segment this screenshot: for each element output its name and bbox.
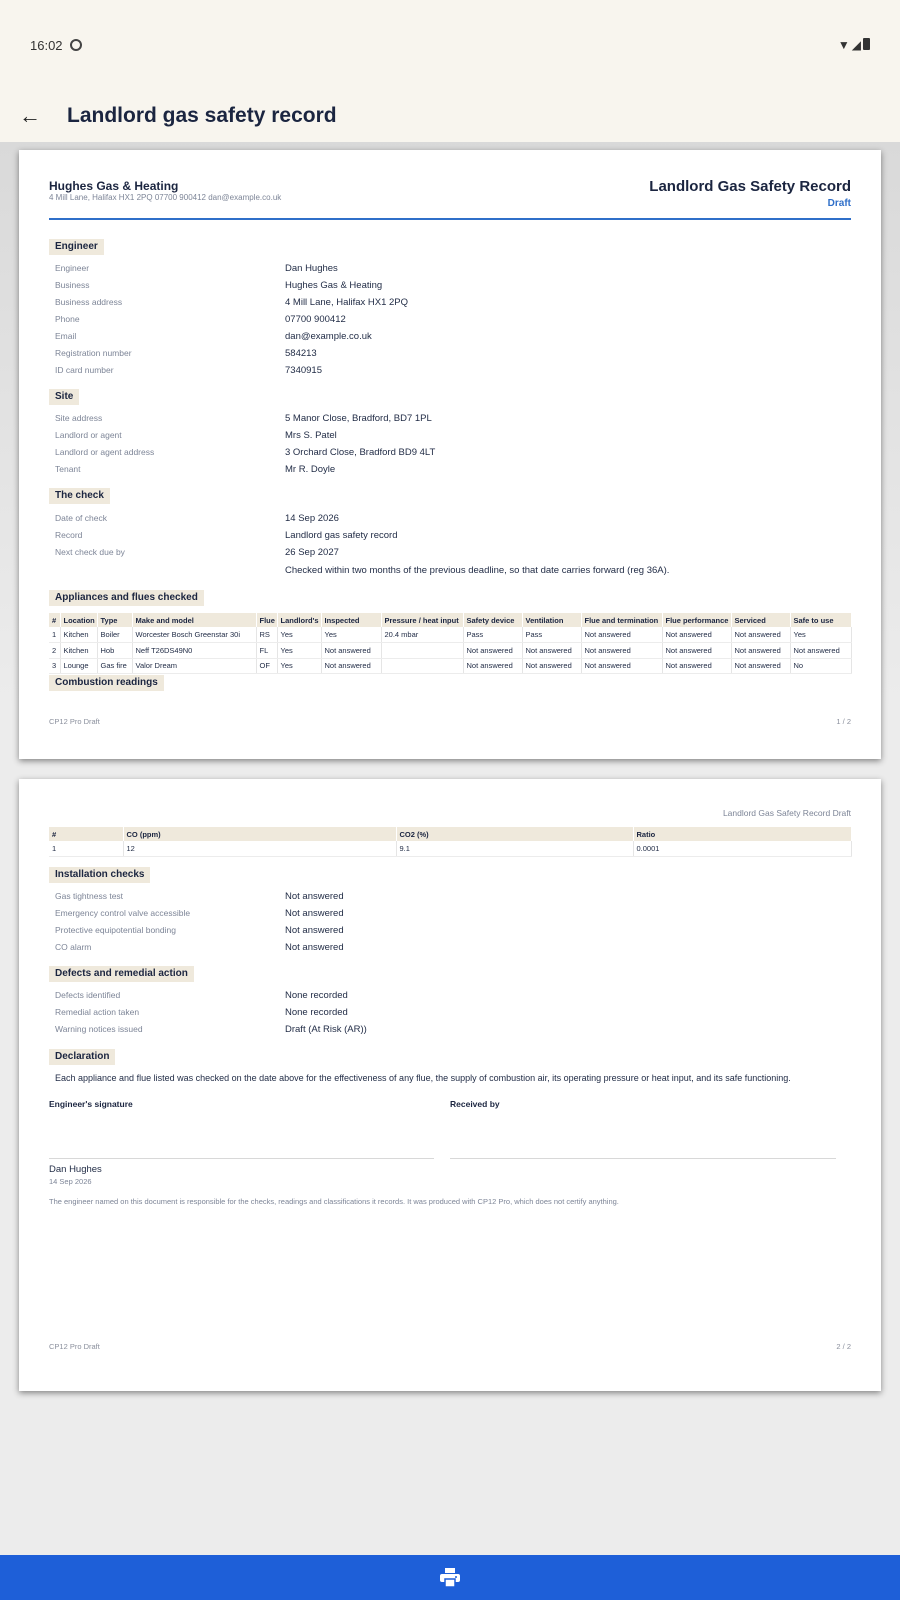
table-cell: Not answered [463,643,522,659]
received-by-label: Received by [450,1099,500,1109]
field-label: Registration number [55,348,132,358]
document-page-1 [19,150,881,759]
field-label: Tenant [55,464,81,474]
back-arrow-icon[interactable]: ← [19,103,41,128]
table-cell: Gas fire [97,658,132,674]
table-cell: Yes [277,658,321,674]
field-value: Not answered [285,942,344,953]
field-label: Remedial action taken [55,1007,140,1017]
field-value: Not answered [285,925,344,936]
document-page-2 [19,779,881,1391]
table-cell: Not answered [662,643,731,659]
column-header: CO2 (%) [396,827,633,841]
field-label: Email [55,331,77,341]
table-cell: Not answered [731,658,790,674]
section-heading-appliances: Appliances and flues checked [49,590,204,606]
table-cell: 20.4 mbar [381,627,463,643]
table-cell: Yes [321,627,381,643]
table-cell: 2 [49,643,60,659]
table-cell: Not answered [522,658,581,674]
table-cell: 1 [49,841,123,857]
notification-icon [70,39,82,51]
section-heading-site: Site [49,389,79,405]
field-label: Warning notices issued [55,1024,143,1034]
status-icons [838,38,870,52]
engineer-name: Dan Hughes [49,1164,102,1175]
document-status: Draft [827,198,851,209]
document-title: Landlord Gas Safety Record [649,178,851,195]
status-bar [0,0,900,92]
table-cell: Not answered [581,643,662,659]
table-cell: Not answered [321,658,381,674]
header-divider [49,218,851,220]
document-viewer[interactable] [0,142,900,1555]
table-cell [381,643,463,659]
table-cell: OF [256,658,277,674]
table-cell: Boiler [97,627,132,643]
column-header: # [49,827,123,841]
table-cell: Not answered [731,627,790,643]
engineer-signature-label: Engineer's signature [49,1099,133,1109]
wifi-icon: ▼ [837,38,852,52]
column-header: Flue [256,613,277,627]
field-value: Landlord gas safety record [285,530,398,541]
column-header: Serviced [731,613,790,627]
page-title: Landlord gas safety record [67,104,337,127]
field-label: Site address [55,413,103,423]
field-label: Date of check [55,513,107,523]
table-cell: 12 [123,841,396,857]
field-label: Protective equipotential bonding [55,925,176,935]
field-label: Next check due by [55,547,125,557]
combustion-table [49,827,852,857]
field-label: Landlord or agent [55,430,122,440]
field-value: Hughes Gas & Heating [285,280,383,291]
field-value: None recorded [285,990,348,1001]
field-label: ID card number [55,365,114,375]
table-cell: Pass [463,627,522,643]
table-cell: Neff T26DS49N0 [132,643,256,659]
table-cell: Not answered [662,627,731,643]
field-value: 3 Orchard Close, Bradford BD9 4LT [285,447,436,458]
table-cell: Not answered [522,643,581,659]
table-cell: 1 [49,627,60,643]
table-cell: RS [256,627,277,643]
status-time: 16:02 [30,38,63,53]
table-cell: Yes [277,643,321,659]
table-cell: Not answered [790,643,851,659]
field-value: Mr R. Doyle [285,464,336,475]
table-cell: Not answered [463,658,522,674]
column-header: Inspected [321,613,381,627]
table-cell: Kitchen [60,627,97,643]
section-heading-combustion: Combustion readings [49,675,164,691]
table-cell: Yes [277,627,321,643]
field-label: Engineer [55,263,90,273]
field-label: Business [55,280,90,290]
table-cell: Kitchen [60,643,97,659]
field-label: Gas tightness test [55,891,124,901]
field-value: 4 Mill Lane, Halifax HX1 2PQ [285,297,409,308]
business-contact: 4 Mill Lane, Halifax HX1 2PQ 07700 900412 dan@example.co.uk [49,193,282,202]
field-label: Emergency control valve accessible [55,908,191,918]
check-note: Checked within two months of the previous deadline, so that date carries forward (reg 36A). [285,565,670,576]
table-cell: 9.1 [396,841,633,857]
field-value: Not answered [285,891,344,902]
column-header: Location [60,613,97,627]
table-header-row [49,613,851,627]
table-cell: No [790,658,851,674]
field-value: dan@example.co.uk [285,331,372,342]
field-value: 5 Manor Close, Bradford, BD7 1PL [285,413,432,424]
section-heading-installation: Installation checks [49,867,150,883]
column-header: Landlord's [277,613,321,627]
business-name: Hughes Gas & Heating [49,179,179,193]
column-header: CO (ppm) [123,827,396,841]
column-header: Make and model [132,613,256,627]
print-button[interactable] [0,1555,900,1600]
section-heading-engineer: Engineer [49,239,104,255]
appliances-table [49,613,852,674]
signature-date: 14 Sep 2026 [49,1177,92,1186]
field-label: Business address [55,297,123,307]
column-header: Pressure / heat input [381,613,463,627]
field-value: Not answered [285,908,344,919]
page-number: 1 / 2 [836,717,851,726]
table-cell: 3 [49,658,60,674]
table-cell: Not answered [581,658,662,674]
running-header: Landlord Gas Safety Record Draft [722,808,851,818]
field-value: None recorded [285,1007,348,1018]
field-value: Draft (At Risk (AR)) [285,1024,367,1035]
field-label: Phone [55,314,80,324]
section-heading-declaration: Declaration [49,1049,115,1065]
column-header: Safety device [463,613,522,627]
column-header: Flue performance [662,613,731,627]
table-header-row [49,827,851,841]
table-row [49,627,851,643]
column-header: Ratio [633,827,851,841]
column-header: Safe to use [790,613,851,627]
field-label: CO alarm [55,942,92,952]
table-cell: Not answered [731,643,790,659]
page-footer: CP12 Pro Draft [49,1342,100,1351]
column-header: Flue and termination [581,613,662,627]
table-cell [381,658,463,674]
column-header: # [49,613,60,627]
disclaimer-text: The engineer named on this document is responsible for the checks, readings and classifications it records. It was produced with CP12 Pro, which does not certify anything. [49,1197,619,1206]
section-heading-check: The check [49,488,110,504]
received-by-signature-line [450,1158,836,1159]
page-footer: CP12 Pro Draft [49,717,100,726]
table-row [49,658,851,674]
table-cell: Worcester Bosch Greenstar 30i [132,627,256,643]
column-header: Type [97,613,132,627]
field-value: Dan Hughes [285,263,338,274]
signal-icon: ◢ [851,38,863,52]
field-value: 14 Sep 2026 [285,513,339,524]
page-number: 2 / 2 [836,1342,851,1351]
app-bar [0,92,900,142]
table-row [49,841,851,857]
section-heading-defects: Defects and remedial action [49,966,194,982]
battery-icon [863,38,870,50]
table-cell: FL [256,643,277,659]
field-value: Mrs S. Patel [285,430,337,441]
table-cell: Hob [97,643,132,659]
print-icon [440,1568,460,1587]
field-value: 584213 [285,348,317,359]
table-cell: Pass [522,627,581,643]
table-cell: 0.0001 [633,841,851,857]
table-cell: Valor Dream [132,658,256,674]
field-value: 07700 900412 [285,314,346,325]
table-cell: Not answered [321,643,381,659]
table-cell: Lounge [60,658,97,674]
declaration-text: Each appliance and flue listed was checked on the date above for the effectiveness of any flue, the supply of combustion air, its operating pressure or heat input, and its safe functioning. [55,1073,791,1083]
field-value: 26 Sep 2027 [285,547,339,558]
field-label: Landlord or agent address [55,447,155,457]
field-value: 7340915 [285,365,322,376]
table-cell: Not answered [662,658,731,674]
table-cell: Not answered [581,627,662,643]
column-header: Ventilation [522,613,581,627]
field-label: Defects identified [55,990,121,1000]
table-cell: Yes [790,627,851,643]
field-label: Record [55,530,83,540]
table-row [49,643,851,659]
engineer-signature-line [49,1158,434,1159]
